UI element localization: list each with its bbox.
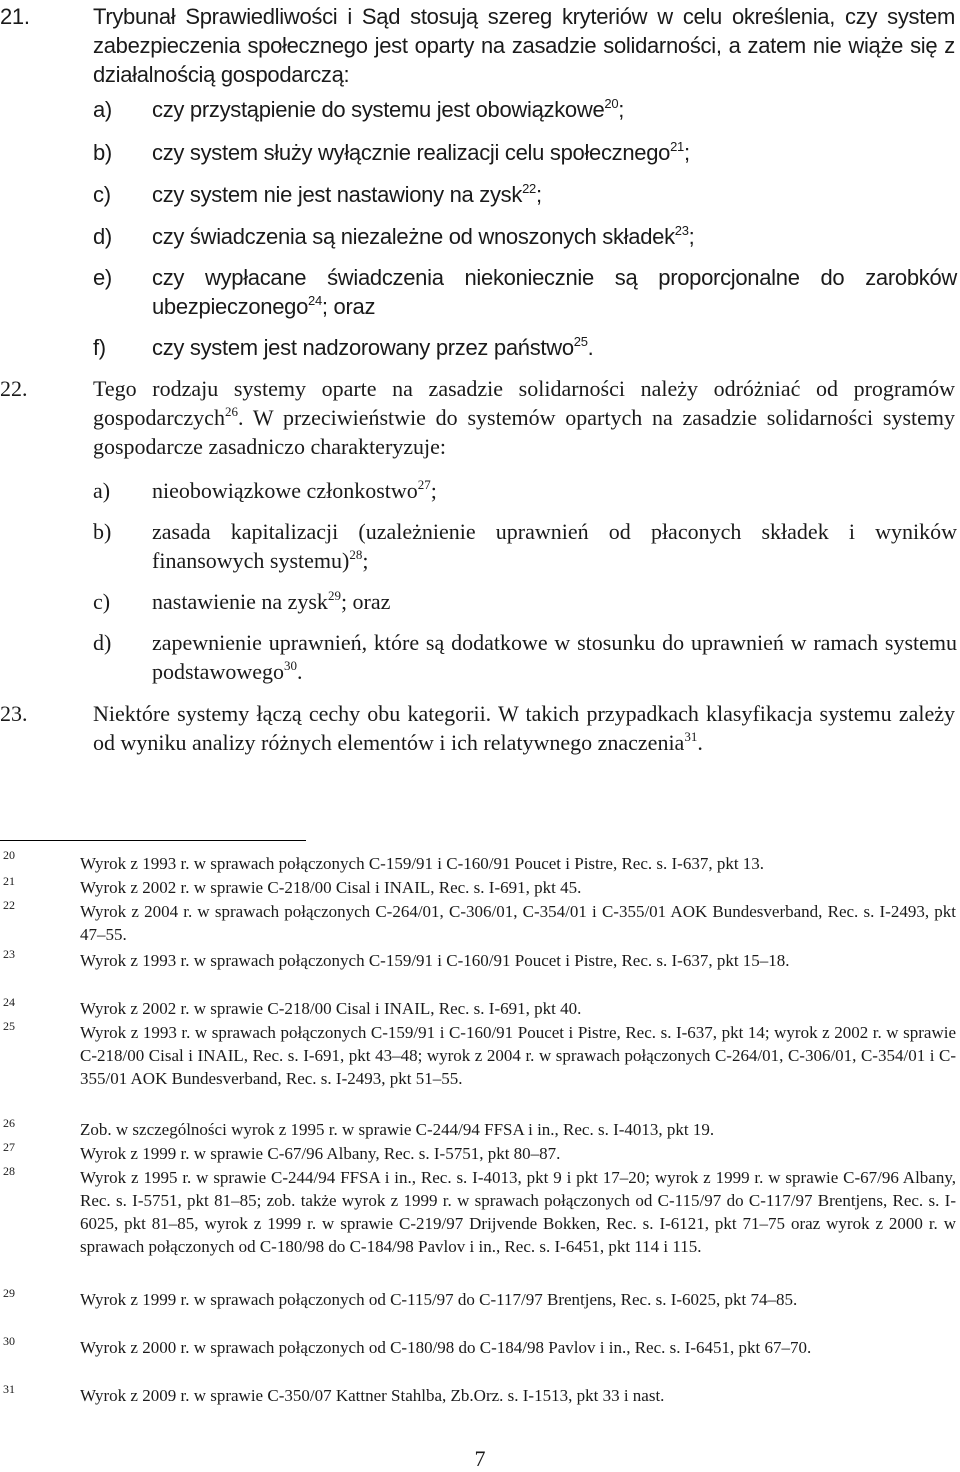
item-punct: ;	[362, 548, 369, 573]
footnote-29	[0, 1288, 960, 1311]
item-punct: ; oraz	[340, 589, 391, 614]
item-text: czy wypłacane świadczenia niekoniecznie są proporcjonalne do zarobków ubezpieczonego	[152, 265, 957, 319]
footnote-ref[interactable]: 28	[349, 547, 363, 562]
footnote-20	[0, 848, 960, 875]
footnote-number: 26	[3, 1116, 15, 1130]
footnote-separator	[0, 840, 306, 841]
paragraph-text-continued: . W przeciwieństwie do systemów opartych na zasadzie solidarności systemy gospodarcze zasadniczo charakteryzuje:	[93, 405, 955, 459]
footnote-text: Wyrok z 1993 r. w sprawach połączonych C-159/91 i C-160/91 Poucet i Pistre, Rec. s. I-637, pkt 13.	[80, 854, 765, 873]
list-item	[93, 628, 957, 686]
paragraph-punct: .	[697, 730, 703, 755]
item-text: czy system nie jest nastawiony na zysk	[152, 182, 523, 207]
footnote-ref[interactable]: 23	[674, 223, 689, 238]
item-text: zapewnienie uprawnień, które są dodatkowe w stosunku do uprawnień w ramach systemu podstawowego	[152, 630, 957, 684]
footnote-number: 24	[3, 995, 15, 1009]
item-text: nastawienie na zysk	[152, 589, 328, 614]
list-item	[93, 222, 957, 251]
footnote-22	[0, 900, 960, 946]
footnote-ref[interactable]: 21	[670, 139, 684, 154]
footnote-text: Wyrok z 2009 r. w sprawie C-350/07 Kattner Stahlba, Zb.Orz. s. I-1513, pkt 33 i nast.	[80, 1386, 665, 1405]
footnote-text: Zob. w szczególności wyrok z 1995 r. w sprawie C-244/94 FFSA i in., Rec. s. I-4013, pkt 19.	[80, 1120, 715, 1139]
item-label: d)	[93, 630, 112, 655]
list-item	[93, 263, 957, 321]
list-item	[93, 587, 957, 616]
paragraph-text: Trybunał Sprawiedliwości i Sąd stosują szereg kryteriów w celu określenia, czy system zabezpieczenia społecznego jest oparty na zasadzie solidarności, a zatem nie wiąże się z działalnością gospodarczą:	[93, 4, 955, 87]
list-item	[93, 517, 957, 575]
footnote-ref[interactable]: 31	[684, 729, 698, 744]
list-item	[93, 95, 957, 124]
item-punct: ;	[430, 478, 437, 503]
footnote-text: Wyrok z 2004 r. w sprawach połączonych C-264/01, C-306/01, C-354/01 i C-355/01 AOK Bundesverband, Rec. s. I-2493, pkt 47–55.	[80, 902, 956, 944]
list-item	[93, 138, 957, 167]
item-label: b)	[93, 519, 112, 544]
item-punct: ;	[688, 224, 695, 249]
footnote-ref[interactable]: 25	[573, 334, 588, 349]
item-text: czy system służy wyłącznie realizacji celu społecznego	[152, 140, 671, 165]
footnote-ref[interactable]: 24	[308, 293, 322, 308]
footnote-ref[interactable]: 29	[327, 588, 341, 603]
item-text: czy świadczenia są niezależne od wnoszonych składek	[152, 224, 675, 249]
footnote-21	[0, 876, 960, 899]
footnote-text: Wyrok z 2002 r. w sprawie C-218/00 Cisal i INAIL, Rec. s. I-691, pkt 40.	[80, 999, 582, 1018]
footnote-number: 27	[3, 1140, 15, 1154]
footnote-text: Wyrok z 2002 r. w sprawie C-218/00 Cisal i INAIL, Rec. s. I-691, pkt 45.	[80, 878, 582, 897]
footnote-31	[0, 1384, 960, 1407]
footnote-ref[interactable]: 27	[417, 477, 431, 492]
footnote-text: Wyrok z 1993 r. w sprawach połączonych C-159/91 i C-160/91 Poucet i Pistre, Rec. s. I-637, pkt 15–18.	[80, 951, 790, 970]
footnote-text: Wyrok z 1993 r. w sprawach połączonych C-159/91 i C-160/91 Poucet i Pistre, Rec. s. I-637, pkt 14; wyrok z 2002 r. w sprawie C-218/00 Cisal i INAIL, Rec. s. I-691, pkt 43–48; wyrok z 2004 r. w sprawach połączonych C-264/01, C-306/01, C-354/01 i C-355/01 AOK Bundesverband, Rec. s. I-2493, pkt 51–55.	[80, 1023, 956, 1088]
footnote-number: 21	[3, 874, 15, 888]
paragraph-23	[0, 699, 960, 757]
list-item	[93, 333, 957, 362]
paragraph-21	[0, 2, 960, 89]
item-label: b)	[93, 140, 112, 165]
item-punct: .	[296, 659, 303, 684]
footnote-text: Wyrok z 1995 r. w sprawie C-244/94 FFSA i in., Rec. s. I-4013, pkt 9 i pkt 17–20; wyrok z 1999 r. w sprawie C-67/96 Albany, Rec. s. I-5751, pkt 81–85; zob. także wyrok z 1999 r. w sprawach połączonych od C-115/97 do C-117/97 Brentjens, Rec. s. I-6025, pkt 81–85, wyrok z 1999 r. w sprawie C-219/97 Drijvende Bokken, Rec. s. I-6121, pkt 71–75 oraz wyrok z 2000 r. w sprawach połączonych od C-180/98 do C-184/98 Pavlov i in., Rec. s. I-6451, pkt 114 i 115.	[80, 1168, 956, 1256]
paragraph-text: Tego rodzaju systemy oparte na zasadzie solidarności należy odróżniać od programów gospodarczych	[93, 376, 955, 430]
item-punct: ;	[684, 140, 690, 165]
paragraph-22	[0, 374, 960, 461]
footnote-number: 28	[3, 1164, 15, 1178]
item-punct: ;	[618, 97, 625, 122]
footnote-ref[interactable]: 20	[604, 96, 619, 111]
footnote-number: 31	[3, 1382, 15, 1396]
page-number: 7	[474, 1446, 486, 1471]
item-label: a)	[93, 97, 112, 122]
item-punct: .	[587, 335, 594, 360]
footnote-25	[0, 1021, 960, 1090]
item-label: c)	[93, 589, 111, 614]
footnote-number: 25	[3, 1019, 15, 1033]
footnote-number: 20	[3, 848, 15, 862]
item-punct: ; oraz	[321, 294, 376, 319]
footnote-ref[interactable]: 26	[224, 404, 238, 419]
footnote-text: Wyrok z 1999 r. w sprawach połączonych od C-115/97 do C-117/97 Brentjens, Rec. s. I-6025, pkt 74–85.	[80, 1290, 798, 1309]
item-label: f)	[93, 335, 106, 360]
item-label: c)	[93, 182, 111, 207]
footnote-text: Wyrok z 1999 r. w sprawie C-67/96 Albany, Rec. s. I-5751, pkt 80–87.	[80, 1144, 561, 1163]
footnote-26	[0, 1118, 960, 1141]
item-punct: ;	[535, 182, 542, 207]
footnote-24	[0, 997, 960, 1020]
footnote-ref[interactable]: 30	[283, 658, 297, 673]
paragraph-number: 22.	[0, 376, 28, 401]
item-label: e)	[93, 265, 112, 290]
footnote-30	[0, 1336, 960, 1359]
item-label: d)	[93, 224, 112, 249]
footnote-28	[0, 1166, 960, 1258]
footnote-text: Wyrok z 2000 r. w sprawach połączonych od C-180/98 do C-184/98 Pavlov i in., Rec. s. I-6451, pkt 67–70.	[80, 1338, 812, 1357]
footnote-ref[interactable]: 22	[522, 181, 536, 196]
item-label: a)	[93, 478, 111, 503]
item-text: zasada kapitalizacji (uzależnienie uprawnień od płaconych składek i wyników finansowych systemu)	[152, 519, 957, 573]
paragraph-number: 21.	[0, 4, 30, 29]
footnote-number: 29	[3, 1286, 15, 1300]
footnote-number: 30	[3, 1334, 15, 1348]
footnote-27	[0, 1142, 960, 1165]
footnote-number: 22	[3, 898, 15, 912]
list-item	[93, 476, 957, 505]
item-text: czy przystąpienie do systemu jest obowiązkowe	[152, 97, 605, 122]
footnote-23	[0, 949, 960, 972]
list-item	[93, 180, 957, 209]
item-text: czy system jest nadzorowany przez państwo	[152, 335, 574, 360]
paragraph-number: 23.	[0, 701, 28, 726]
footnote-number: 23	[3, 947, 15, 961]
item-text: nieobowiązkowe członkostwo	[152, 478, 418, 503]
paragraph-text: Niektóre systemy łączą cechy obu kategorii. W takich przypadkach klasyfikacja systemu zależy od wyniku analizy różnych elementów i ich relatywnego znaczenia	[93, 701, 955, 755]
